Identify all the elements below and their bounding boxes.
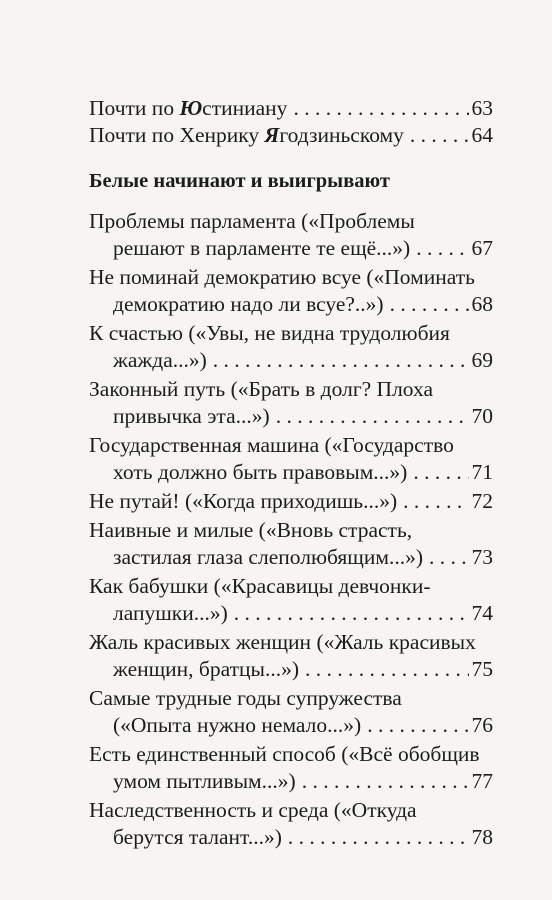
page-number: 70 [471,404,493,428]
toc-entry-title-cont: застилая глаза слеполюбящим...») [113,545,423,569]
page-number: 68 [471,292,493,316]
toc-main-section [89,208,493,853]
toc-entry-title: К счастью («Увы, не видна трудолюбия [89,321,450,345]
toc-entry-title: Наивные и милые («Вновь страсть, [89,518,413,542]
page-number: 76 [471,713,493,737]
toc-entry [89,797,493,851]
leader-dots [367,712,468,739]
page-number: 71 [471,460,493,484]
leader-dots [413,459,468,486]
toc-entry [89,517,493,571]
toc-entry-title: Наследственность и среда («Откуда [89,798,417,822]
toc-entry [89,488,493,515]
leader-dots [403,488,468,515]
toc-entry [89,95,493,122]
leader-dots [305,656,469,683]
toc-entry-title-cont: решают в парламенте те ещё...») [113,236,411,260]
toc-entry-title: Не путай! («Когда приходишь...») [89,489,398,513]
toc-entry-title-cont: привычка эта...») [113,404,270,428]
toc-entry-title-cont: берутся талант...») [113,825,282,849]
toc-entry [89,432,493,486]
toc-entry-title: Законный путь («Брать в долг? Плоха [89,377,434,401]
toc-entry-title-cont: демократию надо ли всуе?..») [113,292,384,316]
page-number: 74 [471,601,493,625]
toc-entry [89,122,493,149]
page-number: 72 [471,489,493,513]
toc-entry-title: Не поминай демократию всуе («Поминать [89,265,475,289]
page-number: 75 [471,657,493,681]
page-number: 78 [471,825,493,849]
toc-entry-title-cont: лапушки...») [113,601,228,625]
page-number: 77 [471,769,493,793]
leader-dots [416,235,468,262]
leader-dots [234,600,469,627]
toc-entry-title-cont: женщин, братцы...») [113,657,299,681]
leader-dots [213,347,469,374]
toc-entry [89,629,493,683]
leader-dots [410,122,469,149]
toc-entry-title: Самые трудные годы супружества [89,686,402,710]
toc-entry [89,376,493,430]
toc-entry-title-cont: жажда...») [113,348,207,372]
section-heading: Белые начинают и выигрывают [89,170,390,192]
toc-entry [89,573,493,627]
page-number: 69 [471,348,493,372]
toc-entry-title: Государственная машина («Государство [89,433,454,457]
toc-entry-title: Жаль красивых женщин («Жаль красивых [89,630,476,654]
leader-dots [276,403,469,430]
toc-entry [89,320,493,374]
toc-entry-title-cont: («Опыта нужно немало...») [113,713,362,737]
toc-entry [89,208,493,262]
toc-entry-title-cont: хоть должно быть правовым...») [113,460,408,484]
toc-entry-title: Почти по Хенрику Ягодзиньскому [89,123,404,147]
section-heading-block [89,168,493,195]
page-number: 64 [471,123,493,147]
toc-entry-title: Есть единственный способ («Всё обобщив [89,742,480,766]
leader-dots [302,768,469,795]
toc-entry-title-cont: умом пытливым...») [113,769,296,793]
toc-entry-title: Как бабушки («Красавицы девчонки- [89,574,431,598]
leader-dots [390,291,469,318]
page-number: 67 [471,236,493,260]
page-number: 73 [471,545,493,569]
toc-top-section [89,95,493,149]
toc-entry-title: Проблемы парламента («Проблемы [89,209,415,233]
toc-entry [89,685,493,739]
leader-dots [288,824,469,851]
leader-dots [429,544,469,571]
toc-entry [89,264,493,318]
toc-entry-title: Почти по Юстиниану [89,96,288,120]
page-number: 63 [471,96,493,120]
toc-entry [89,741,493,795]
leader-dots [293,95,468,122]
